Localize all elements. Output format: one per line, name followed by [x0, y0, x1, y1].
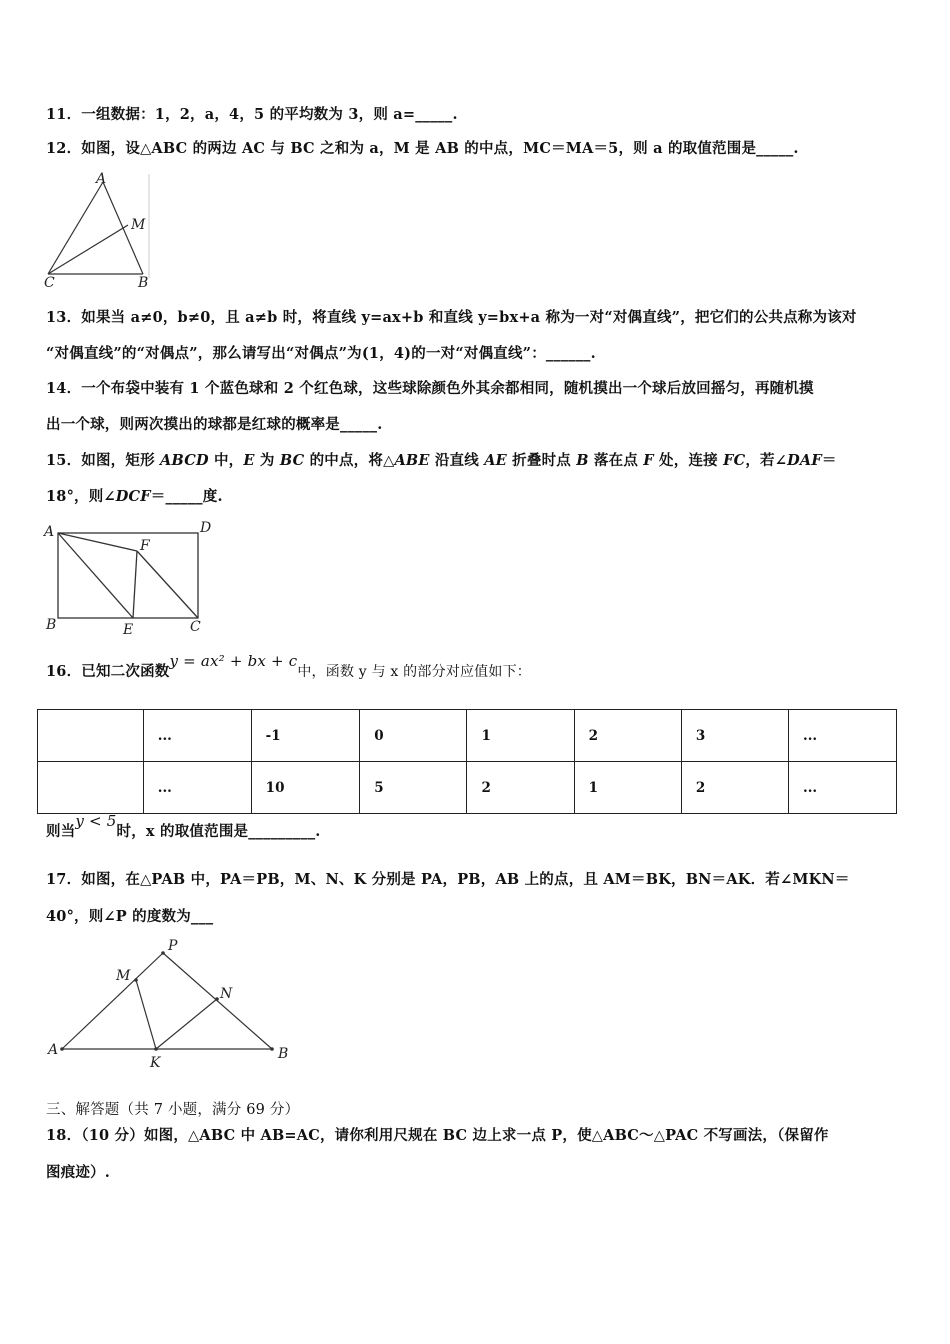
table-cell: 2 — [681, 762, 788, 814]
label-P: P — [168, 938, 178, 954]
question-15-line1: 15．如图，矩形 ABCD 中，E 为 BC 的中点，将△ABE 沿直线 AE 折叠时点 B 落在点 F 处，连接 FC，若∠DAF＝ — [46, 452, 837, 469]
question-16: 16．已知二次函数y = ax² + bx + c中，函数 y 与 x 的部分对应值如下： — [46, 652, 531, 680]
table-cell: -1 — [251, 710, 360, 762]
question-17-line1: 17．如图，在△PAB 中，PA＝PB，M、N、K 分别是 PA，PB，AB 上的点，且 AM＝BK，BN＝AK．若∠MKN＝ — [46, 871, 850, 888]
value-table — [37, 709, 897, 814]
inequality-formula: y < 5 — [75, 812, 117, 830]
question-16-followup: 则当y < 5时，x 的取值范围是_________. — [46, 812, 321, 840]
question-11: 11．一组数据：1，2，a，4，5 的平均数为 3，则 a=_____. — [46, 106, 458, 123]
label-F: F — [140, 538, 150, 554]
label-C: C — [44, 275, 55, 290]
question-17-line2: 40°，则∠P 的度数为___ — [46, 908, 214, 925]
table-cell: 2 — [467, 762, 574, 814]
question-18-line1: 18．（10 分）如图，△ABC 中 AB=AC，请你利用尺规在 BC 边上求一点 P，使△ABC～△PAC 不写画法，（保留作 — [46, 1127, 829, 1144]
figure-17-triangle — [40, 936, 300, 1071]
label-C: C — [190, 619, 201, 635]
question-14-line2: 出一个球，则两次摸出的球都是红球的概率是_____. — [46, 416, 383, 433]
label-B: B — [138, 275, 149, 290]
table-cell: 2 — [574, 710, 681, 762]
question-18-line2: 图痕迹）. — [46, 1164, 111, 1181]
label-A: A — [48, 1042, 59, 1058]
table-cell — [38, 710, 144, 762]
table-cell: 5 — [360, 762, 467, 814]
table-cell — [38, 762, 144, 814]
quadratic-formula: y = ax² + bx + c — [169, 652, 298, 670]
figure-15-rectangle — [40, 518, 220, 640]
table-cell: 0 — [360, 710, 467, 762]
section-3-heading: 三、解答题（共 7 小题，满分 69 分） — [46, 1102, 300, 1118]
label-A: A — [96, 171, 107, 187]
question-12: 12．如图，设△ABC 的两边 AC 与 BC 之和为 a，M 是 AB 的中点，MC＝MA＝5，则 a 的取值范围是_____. — [46, 140, 799, 157]
table-row — [38, 710, 897, 762]
label-M: M — [131, 217, 146, 233]
question-14-line1: 14．一个布袋中装有 1 个蓝色球和 2 个红色球，这些球除颜色外其余都相同，随机摸出一个球后放回摇匀，再随机摸 — [46, 380, 814, 397]
figure-12-triangle — [40, 170, 160, 290]
label-D: D — [200, 520, 212, 536]
label-B: B — [278, 1046, 289, 1062]
table-cell: 1 — [574, 762, 681, 814]
question-13-line2: “对偶直线”的“对偶点”，那么请写出“对偶点”为(1，4)的一对“对偶直线”：______. — [46, 345, 596, 362]
table-cell: 10 — [251, 762, 360, 814]
table-cell: ... — [789, 710, 897, 762]
table-cell: ... — [143, 710, 251, 762]
question-15-line2: 18°，则∠DCF＝_____度. — [46, 488, 223, 505]
label-N: N — [220, 986, 233, 1002]
table-row — [38, 762, 897, 814]
table-cell: ... — [789, 762, 897, 814]
table-cell: 3 — [681, 710, 788, 762]
label-A: A — [44, 524, 55, 540]
table-cell: ... — [143, 762, 251, 814]
table-cell: 1 — [467, 710, 574, 762]
label-M: M — [116, 968, 131, 984]
label-E: E — [123, 622, 134, 638]
label-K: K — [150, 1055, 161, 1071]
label-B: B — [46, 617, 57, 633]
question-13-line1: 13．如果当 a≠0，b≠0，且 a≠b 时，将直线 y=ax+b 和直线 y=bx+a 称为一对“对偶直线”，把它们的公共点称为该对 — [46, 309, 857, 326]
